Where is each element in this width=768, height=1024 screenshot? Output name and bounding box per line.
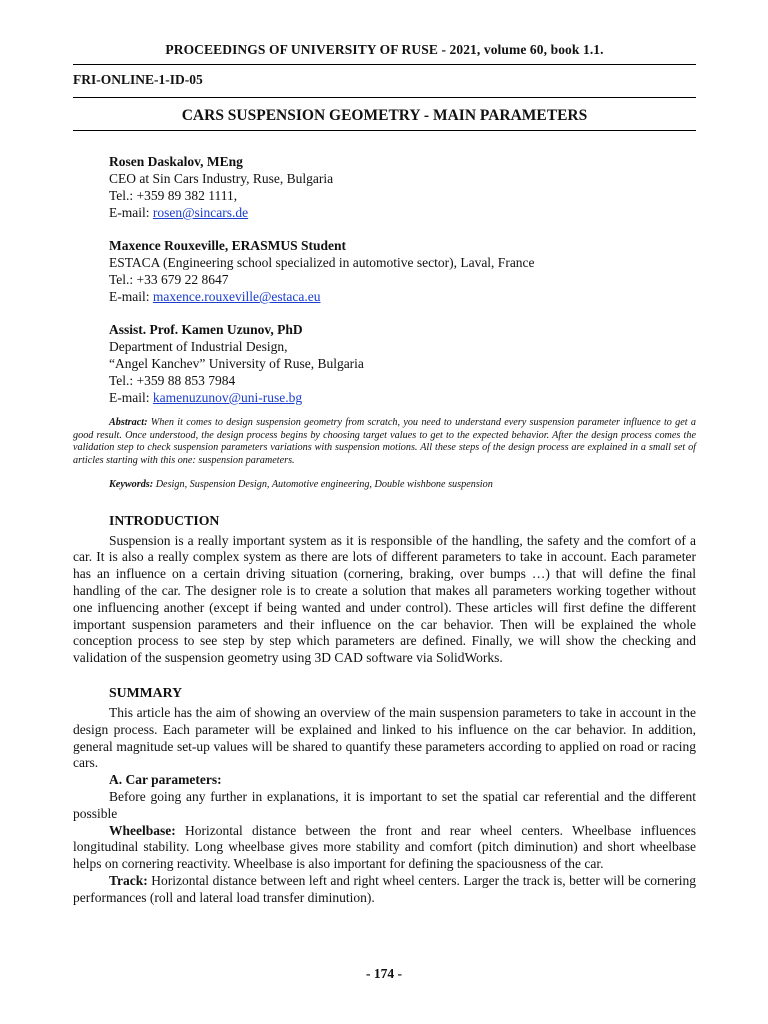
author-name: Rosen Daskalov, MEng bbox=[109, 154, 243, 169]
author-email-line bbox=[109, 288, 696, 305]
track-text: Horizontal distance between left and right wheel centers. Larger the track is, better will be cornering performances (roll and lateral load transfer diminution). bbox=[73, 872, 696, 905]
abstract bbox=[73, 417, 696, 467]
author-affiliation: ESTACA (Engineering school specialized in automotive sector), Laval, France bbox=[109, 255, 535, 270]
email-link[interactable]: maxence.rouxeville@estaca.eu bbox=[152, 289, 321, 304]
author-affiliation: “Angel Kanchev” University of Ruse, Bulgaria bbox=[109, 356, 364, 371]
track-term: Track: bbox=[109, 872, 148, 888]
summary-heading: SUMMARY bbox=[109, 684, 183, 700]
keywords-text: Design, Suspension Design, Automotive engineering, Double wishbone suspension bbox=[153, 478, 493, 490]
email-label: E-mail: bbox=[109, 289, 153, 304]
proceedings-header: PROCEEDINGS OF UNIVERSITY OF RUSE - 2021, volume 60, book 1.1. bbox=[165, 42, 604, 57]
track-paragraph bbox=[73, 873, 696, 907]
title-rule-top bbox=[73, 97, 696, 98]
title-rule-bottom bbox=[73, 130, 696, 131]
author-block bbox=[109, 153, 696, 221]
page-number: - 174 - bbox=[366, 966, 402, 981]
paper-code: FRI-ONLINE-1-ID-05 bbox=[73, 72, 203, 87]
wheelbase-term: Wheelbase: bbox=[109, 822, 176, 838]
email-link[interactable]: kamenuzunov@uni-ruse.bg bbox=[152, 390, 303, 405]
author-affiliation: CEO at Sin Cars Industry, Ruse, Bulgaria bbox=[109, 171, 334, 186]
author-block bbox=[109, 237, 696, 305]
abstract-text: When it comes to design suspension geometry from scratch, you need to understand every suspension parameter influence to get a good result. Once understood, the design process begins by choosing target values to get to the expected behavior. After the design process comes the validation step to check suspension parameters variations with suspension motions. All these steps of the design process are explained in a small set of articles starting with this one: suspension parameters. bbox=[73, 417, 696, 466]
author-email-line bbox=[109, 204, 696, 221]
header-rule bbox=[73, 64, 696, 65]
author-email-line bbox=[109, 389, 696, 406]
author-list bbox=[109, 153, 696, 406]
author-name: Assist. Prof. Kamen Uzunov, PhD bbox=[109, 322, 303, 337]
author-block bbox=[109, 321, 696, 406]
paper-page bbox=[73, 0, 696, 907]
wheelbase-text: Horizontal distance between the front and rear wheel centers. Wheelbase influences longitudinal stability. Long wheelbase gives more stability and comfort (pitch diminution) and short wheelbase helps on cornering reactivity. Wheelbase is also important for defining the spaciousness of the car. bbox=[73, 822, 696, 872]
car-parameters-subheading: A. Car parameters: bbox=[109, 772, 222, 788]
wheelbase-paragraph bbox=[73, 823, 696, 873]
email-link[interactable]: rosen@sincars.de bbox=[152, 205, 249, 220]
abstract-label: Abstract: bbox=[109, 417, 148, 428]
keywords bbox=[109, 478, 696, 491]
paper-title: CARS SUSPENSION GEOMETRY - MAIN PARAMETERS bbox=[181, 107, 588, 124]
author-phone: Tel.: +33 679 22 8647 bbox=[109, 272, 229, 287]
summary-paragraph: This article has the aim of showing an overview of the main suspension parameters to take in account in the design process. Each parameter will be explained and linked to his influence on the car behavior. In addition, general magnitude set-up values will be shared to quantify these parameters according to applied on road or racing cars. bbox=[73, 704, 696, 771]
author-phone: Tel.: +359 89 382 1111, bbox=[109, 188, 238, 203]
author-department: Department of Industrial Design, bbox=[109, 339, 288, 354]
keywords-label: Keywords: bbox=[109, 478, 154, 490]
author-phone: Tel.: +359 88 853 7984 bbox=[109, 373, 236, 388]
email-label: E-mail: bbox=[109, 205, 153, 220]
author-name: Maxence Rouxeville, ERASMUS Student bbox=[109, 238, 346, 253]
introduction-paragraph: Suspension is a really important system as it is responsible of the handling, the safety and the comfort of a car. It is also a really complex system as there are lots of different parameters to take in account. Each parameter has an influence on a certain driving situation (cornering, braking, over bumps …) that will define the final handling of the car. The designer role is to create a solution that makes all parameters working together without one influencing another (except if being wanted and under control). These articles will first define the different important suspension parameters and their influence on the car behavior. Then will be explained the whole conception process to see step by step which parameters are defined. Finally, we will show the checking and validation of the suspension geometry using 3D CAD software via SolidWorks. bbox=[73, 532, 696, 666]
email-label: E-mail: bbox=[109, 390, 153, 405]
referential-paragraph: Before going any further in explanations, it is important to set the spatial car referential and the different possible bbox=[73, 788, 696, 821]
introduction-heading: INTRODUCTION bbox=[109, 512, 220, 528]
